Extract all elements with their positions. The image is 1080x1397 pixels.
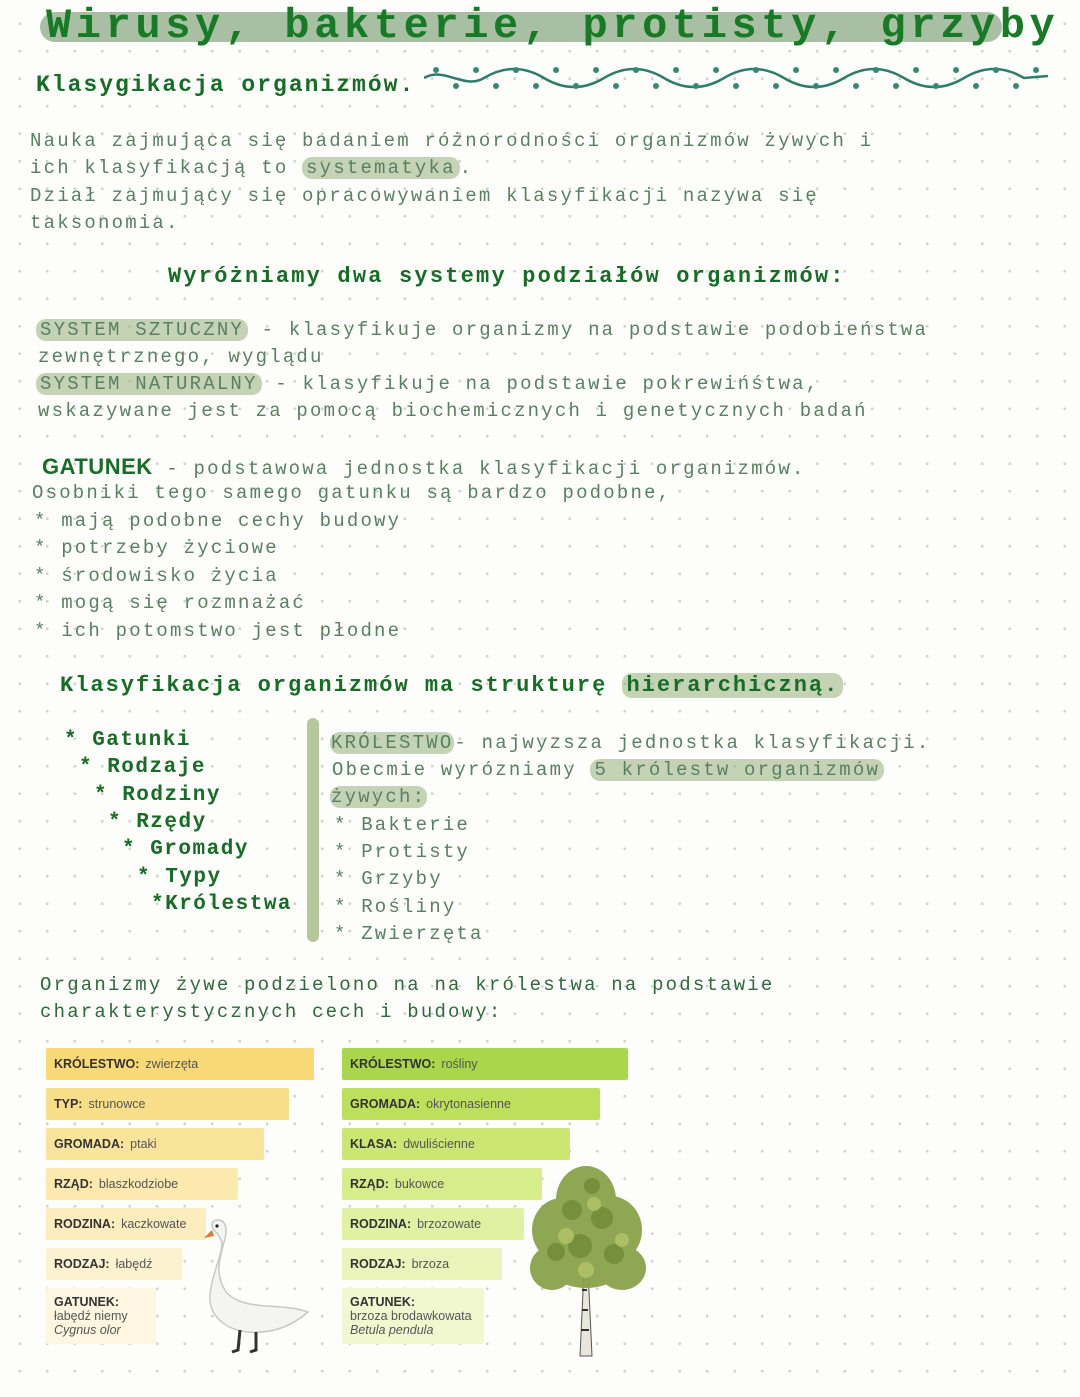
kingdom-item: * Grzyby <box>334 868 443 890</box>
hierarchy-heading: Klasyfikacja organizmów ma strukturę hierarchiczną. <box>60 673 843 698</box>
species-bullet: * środowisko życia <box>34 565 279 587</box>
system-artificial-line-1: SYSTEM SZTUCZNY - klasyfikuje organizmy na podstawie podobieństwa <box>36 317 928 345</box>
kingdom-line-2: Obecmie wyrózniamy 5 królestw organizmów <box>332 757 884 785</box>
system-artificial-line-2: zewnętrznego, wyglądu <box>38 346 324 368</box>
swan-row: RZĄD: blaszkodziobe <box>46 1168 238 1200</box>
highlight-zywych: żywych: <box>331 786 427 808</box>
hierarchy-level: * Gromady <box>122 838 249 861</box>
divider-bar <box>307 718 319 942</box>
birch-row: KLASA: dwuliścienne <box>342 1128 570 1160</box>
kingdom-definition: KRÓLESTWO- najwyzsza jednostka klasyfikacji. <box>331 732 931 754</box>
swan-row: TYP: strunowce <box>46 1088 289 1120</box>
system-natural-name: SYSTEM NATURALNY <box>36 373 262 395</box>
birch-row: RODZINA: brzozowate <box>342 1208 524 1240</box>
intro-line-2: ich klasyfikacją to systematyka . <box>30 157 474 179</box>
species-definition: GATUNEK - podstawowa jednostka klasyfikacji organizmów. <box>42 454 806 480</box>
swan-row: GROMADA: ptaki <box>46 1128 264 1160</box>
hierarchy-level: *Królestwa <box>151 893 293 916</box>
species-bullet: * ich potomstwo jest płodne <box>34 620 402 642</box>
hierarchy-level: * Typy <box>137 866 222 889</box>
swan-illustration <box>196 1216 326 1356</box>
birch-row: KRÓLESTWO: rośliny <box>342 1048 628 1080</box>
birch-row: GROMADA: okrytonasienne <box>342 1088 600 1120</box>
system-natural-line-1: SYSTEM NATURALNY - klasyfikuje na podstawie pokrewińśtwa, <box>36 371 819 399</box>
species-term: GATUNEK <box>42 454 153 479</box>
highlight-systematyka: systematyka <box>302 157 460 179</box>
kingdom-term: KRÓLESTWO <box>331 732 454 754</box>
division-line-1: Organizmy żywe podzielono na na królestwa na podstawie <box>40 974 775 996</box>
systems-heading: Wyróżniamy dwa systemy podziałów organizmów: <box>168 264 846 289</box>
kingdom-item: * Rośliny <box>334 896 457 918</box>
swan-row: RODZAJ: łabędź <box>46 1248 182 1280</box>
species-bullet: * mają podobne cechy budowy <box>34 510 402 532</box>
species-line-2: Osobniki tego samego gatunku są bardzo podobne, <box>32 482 672 504</box>
birch-row: GATUNEK: brzoza brodawkowata Betula pendula <box>342 1288 484 1344</box>
hierarchy-level: * Rzędy <box>108 811 207 834</box>
kingdom-line-3 <box>330 784 427 812</box>
system-artificial-name: SYSTEM SZTUCZNY <box>36 319 248 341</box>
kingdom-item: * Bakterie <box>334 814 471 836</box>
hierarchy-level: * Rodzaje <box>79 756 206 779</box>
intro-line-1: Nauka zajmująca się badaniem różnorodności organizmów żywych i <box>30 130 874 152</box>
hierarchy-level: * Rodziny <box>94 784 221 807</box>
kingdom-item: * Protisty <box>334 841 471 863</box>
swan-row: GATUNEK: łabędź niemy Cygnus olor <box>46 1288 156 1344</box>
highlight-5-kingdoms: 5 królestw organizmów <box>590 759 884 781</box>
species-bullet: * mogą się rozmnażać <box>34 592 307 614</box>
section-subtitle: Klasygikacja organizmów. <box>36 72 416 98</box>
vine-decoration <box>424 62 1050 96</box>
hierarchy-level: * Gatunki <box>64 729 191 752</box>
species-bullet: * potrzeby życiowe <box>34 537 279 559</box>
intro-line-3: Dział zajmujący się opracowywaniem klasyfikacji nazywa się <box>30 185 819 207</box>
intro-line-4: taksonomia. <box>30 212 180 234</box>
kingdom-item: * Zwierzęta <box>334 923 484 945</box>
swan-row: RODZINA: kaczkowate <box>46 1208 206 1240</box>
swan-row: KRÓLESTWO: zwierzęta <box>46 1048 314 1080</box>
highlight-hierarchiczna: hierarchiczną. <box>622 673 843 698</box>
birch-row: RZĄD: bukowce <box>342 1168 542 1200</box>
system-natural-line-2: wskazywane jest za pomocą biochemicznych i genetycznych badań <box>38 400 868 422</box>
birch-tree-illustration <box>522 1160 652 1360</box>
birch-row: RODZAJ: brzoza <box>342 1248 502 1280</box>
division-line-2: charakterystycznych cech i budowy: <box>40 1001 503 1023</box>
page-title: Wirusy, bakterie, protisty, grzyby <box>46 2 1060 50</box>
